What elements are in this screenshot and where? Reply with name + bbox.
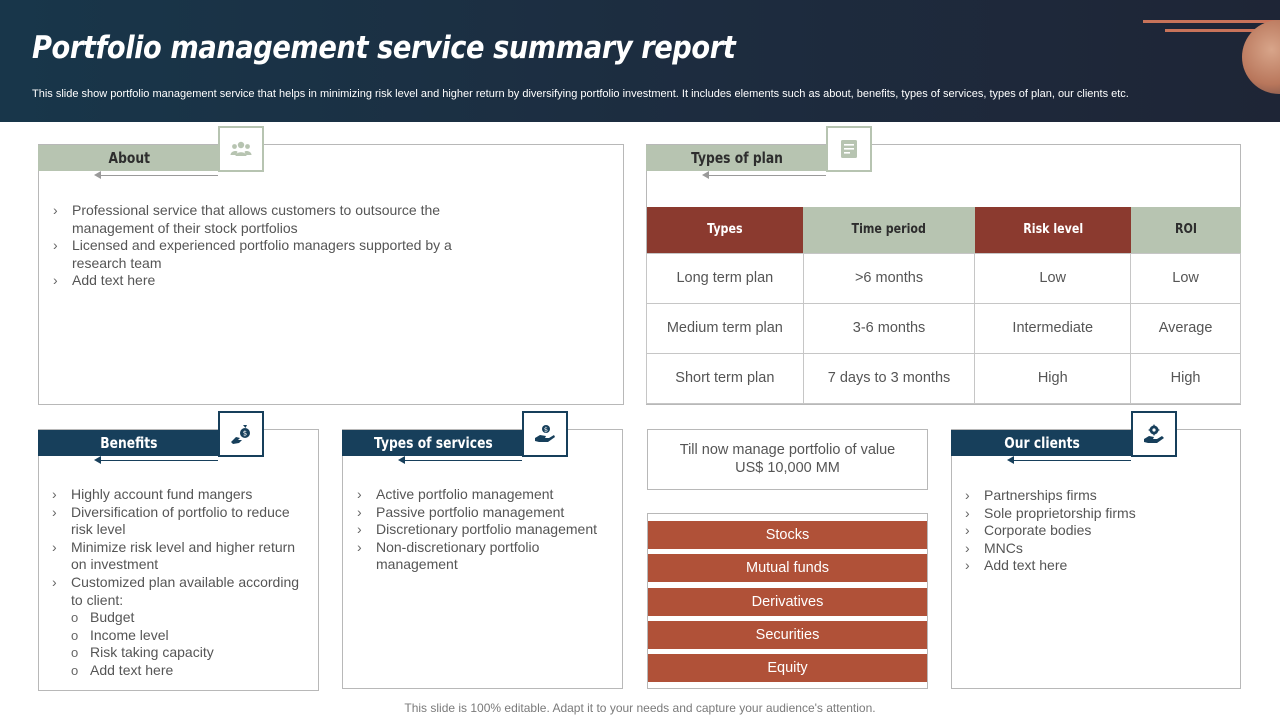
tab-underline: [402, 460, 522, 461]
table-cell: 3-6 months: [803, 303, 975, 353]
table-cell: Medium term plan: [647, 303, 804, 353]
sub-list-item: o Income level: [52, 627, 312, 645]
team-icon: [229, 137, 253, 161]
types-of-plan-title: Types of plan: [691, 149, 783, 167]
sub-list-item: o Add text here: [52, 662, 312, 680]
document-icon: [837, 137, 861, 161]
tab-arrow: [94, 456, 101, 464]
about-list: [53, 202, 483, 290]
table-header: Time period: [803, 207, 975, 253]
svg-text:$: $: [242, 429, 248, 438]
table-cell: >6 months: [803, 253, 975, 303]
benefits-icon-box: [218, 411, 264, 457]
money-bag-hand-icon: [229, 422, 253, 446]
portfolio-value-box: [647, 429, 928, 490]
list-item: › Passive portfolio management: [357, 504, 619, 522]
list-item: › Customized plan available according to client:: [52, 574, 312, 609]
table-cell: 7 days to 3 months: [803, 353, 975, 403]
tab-arrow: [702, 171, 709, 179]
our-clients-icon-box: [1131, 411, 1177, 457]
table-cell: Low: [975, 253, 1131, 303]
list-item: › Non-discretionary portfolio management: [357, 539, 619, 574]
portfolio-value-line2: US$ 10,000 MM: [735, 460, 840, 476]
types-of-plan-table: [646, 207, 1241, 404]
types-of-services-list: [357, 486, 619, 574]
instrument-bar-securities: Securities: [648, 621, 927, 649]
our-clients-title: Our clients: [1004, 434, 1080, 452]
tab-arrow: [94, 171, 101, 179]
our-clients-tab: [951, 430, 1133, 456]
list-item: › Add text here: [53, 272, 483, 290]
types-of-services-title: Types of services: [373, 434, 493, 452]
list-item: › Corporate bodies: [965, 522, 1235, 540]
table-header: Risk level: [975, 207, 1131, 253]
types-of-services-tab: [342, 430, 524, 456]
page-title: Portfolio management service summary report: [32, 30, 736, 66]
svg-text:$: $: [543, 425, 549, 434]
list-item: › Diversification of portfolio to reduce risk level: [52, 504, 312, 539]
table-cell: High: [1131, 353, 1241, 403]
types-of-services-icon-box: [522, 411, 568, 457]
table-cell: Low: [1131, 253, 1241, 303]
table-row: [647, 253, 1241, 303]
table-row: [647, 303, 1241, 353]
table-header: Types: [647, 207, 804, 253]
list-item: › Minimize risk level and higher return on investment: [52, 539, 312, 574]
table-cell: Average: [1131, 303, 1241, 353]
table-cell: Short term plan: [647, 353, 804, 403]
list-item: › Discretionary portfolio management: [357, 521, 619, 539]
tab-underline: [706, 175, 826, 176]
list-item: › Professional service that allows customers to outsource the management of their stock portfolios: [53, 202, 483, 237]
instrument-bar-equity: Equity: [648, 654, 927, 682]
list-item: › Add text here: [965, 557, 1235, 575]
list-item: › MNCs: [965, 540, 1235, 558]
tab-arrow: [398, 456, 405, 464]
sub-list-item: o Budget: [52, 609, 312, 627]
header-banner: [0, 0, 1280, 122]
instrument-bar-stocks: Stocks: [648, 521, 927, 549]
table-cell: High: [975, 353, 1131, 403]
decorative-line: [1143, 20, 1280, 23]
benefits-title: Benefits: [100, 434, 158, 452]
table-header-row: [647, 207, 1241, 253]
sub-list-item: o Risk taking capacity: [52, 644, 312, 662]
table-header: ROI: [1131, 207, 1241, 253]
hand-money-icon: [533, 422, 557, 446]
table-cell: Long term plan: [647, 253, 804, 303]
types-of-plan-icon-box: [826, 126, 872, 172]
list-item: › Highly account fund mangers: [52, 486, 312, 504]
tab-underline: [98, 175, 218, 176]
benefits-list: [52, 486, 312, 680]
about-icon-box: [218, 126, 264, 172]
list-item: › Licensed and experienced portfolio managers supported by a research team: [53, 237, 483, 272]
page-subtitle: This slide show portfolio management service that helps in minimizing risk level and higher return by diversifying portfolio investment. It includes elements such as about, benefits, types of services, types of plan, our clients etc.: [32, 88, 1129, 100]
our-clients-list: [965, 487, 1235, 575]
tab-arrow: [1007, 456, 1014, 464]
portfolio-value-line1: Till now manage portfolio of value: [679, 442, 896, 458]
footer-note: This slide is 100% editable. Adapt it to your needs and capture your audience's attention.: [404, 701, 876, 715]
hand-gear-icon: [1142, 422, 1166, 446]
tab-underline: [98, 460, 218, 461]
table-cell: Intermediate: [975, 303, 1131, 353]
instrument-bar-mutual-funds: Mutual funds: [648, 554, 927, 582]
table-row: [647, 353, 1241, 403]
list-item: › Active portfolio management: [357, 486, 619, 504]
instrument-bar-derivatives: Derivatives: [648, 588, 927, 616]
benefits-tab: [38, 430, 220, 456]
tab-underline: [1011, 460, 1131, 461]
about-tab: [38, 145, 220, 171]
list-item: › Sole proprietorship firms: [965, 505, 1235, 523]
types-of-plan-tab: [646, 145, 828, 171]
about-title: About: [108, 149, 150, 167]
list-item: › Partnerships firms: [965, 487, 1235, 505]
